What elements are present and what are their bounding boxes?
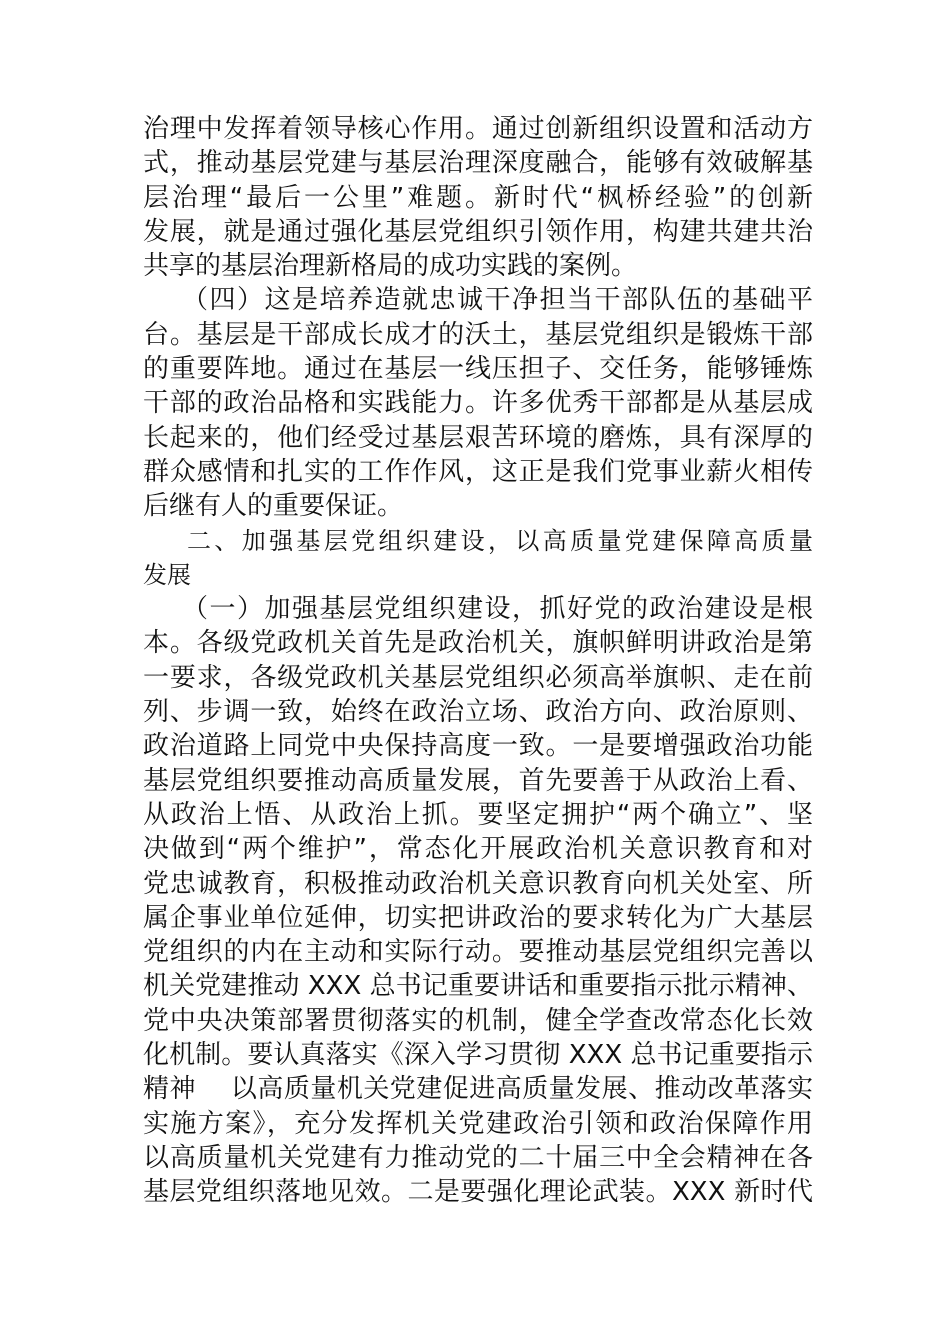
text-line: 党忠诚教育，积极推动政治机关意识教育向机关处室、所 [143,868,813,899]
text-line: 本。各级党政机关首先是政治机关，旗帜鲜明讲政治是第 [143,628,813,659]
text-line: 台。基层是干部成长成才的沃土，基层党组织是锻炼干部 [143,319,813,350]
text-line: 机关党建推动 XXX 总书记重要讲话和重要指示批示精神、 [143,971,813,1002]
text-line: 列、步调一致，始终在政治立场、政治方向、政治原则、 [143,697,813,728]
text-line: 后继有人的重要保证。 [143,491,404,522]
text-line: 共享的基层治理新格局的成功实践的案例。 [143,251,638,282]
section-heading: 二、加强基层党组织建设，以高质量党建保障高质量 [143,526,813,555]
text-line: 以高质量机关党建有力推动党的二十届三中全会精神在各 [143,1142,813,1173]
text-line: （一）加强基层党组织建设，抓好党的政治建设是根 [143,594,813,625]
text-line: 群众感情和扎实的工作作风，这正是我们党事业薪火相传 [143,456,813,487]
text-line: 治理中发挥着领导核心作用。通过创新组织设置和活动方 [143,114,813,144]
text-line: 政治道路上同党中央保持高度一致。一是要增强政治功能 [143,731,813,762]
text-line: 决做到“两个维护”，常态化开展政治机关意识教育和对 [143,834,813,865]
text-line: 式，推动基层党建与基层治理深度融合，能够有效破解基 [143,148,813,179]
text-line: 从政治上悟、从政治上抓。要坚定拥护“两个确立”、坚 [143,799,813,830]
text-line: 一要求，各级党政机关基层党组织必须高举旗帜、走在前 [143,662,813,693]
text-line: 实施方案》，充分发挥机关党建政治引领和政治保障作用 [143,1108,813,1139]
text-line: 的重要阵地。通过在基层一线压担子、交任务，能够锤炼 [143,354,813,385]
text-line: 党中央决策部署贯彻落实的机制，健全学查改常态化长效 [143,1005,813,1036]
text-line: 属企事业单位延伸，切实把讲政治的要求转化为广大基层 [143,902,813,933]
text-line: 精神 以高质量机关党建促进高质量发展、推动改革落实 [143,1074,813,1105]
text-line: 层治理“最后一公里”难题。新时代“枫桥经验”的创新 [143,182,813,213]
text-line: 基层党组织要推动高质量发展，首先要善于从政治上看、 [143,765,813,796]
text-line: （四）这是培养造就忠诚干净担当干部队伍的基础平 [143,285,813,316]
text-line: 化机制。要认真落实《深入学习贯彻 XXX 总书记重要指示 [143,1040,813,1071]
text-line: 基层党组织落地见效。二是要强化理论武装。XXX 新时代 [143,1177,813,1208]
text-line: 发展，就是通过强化基层党组织引领作用，构建共建共治 [143,216,813,247]
section-heading: 发展 [143,560,191,589]
document-body [143,112,813,1210]
text-line: 党组织的内在主动和实际行动。要推动基层党组织完善以 [143,937,813,968]
text-line: 长起来的，他们经受过基层艰苦环境的磨炼，具有深厚的 [143,422,813,453]
text-line: 干部的政治品格和实践能力。许多优秀干部都是从基层成 [143,388,813,419]
